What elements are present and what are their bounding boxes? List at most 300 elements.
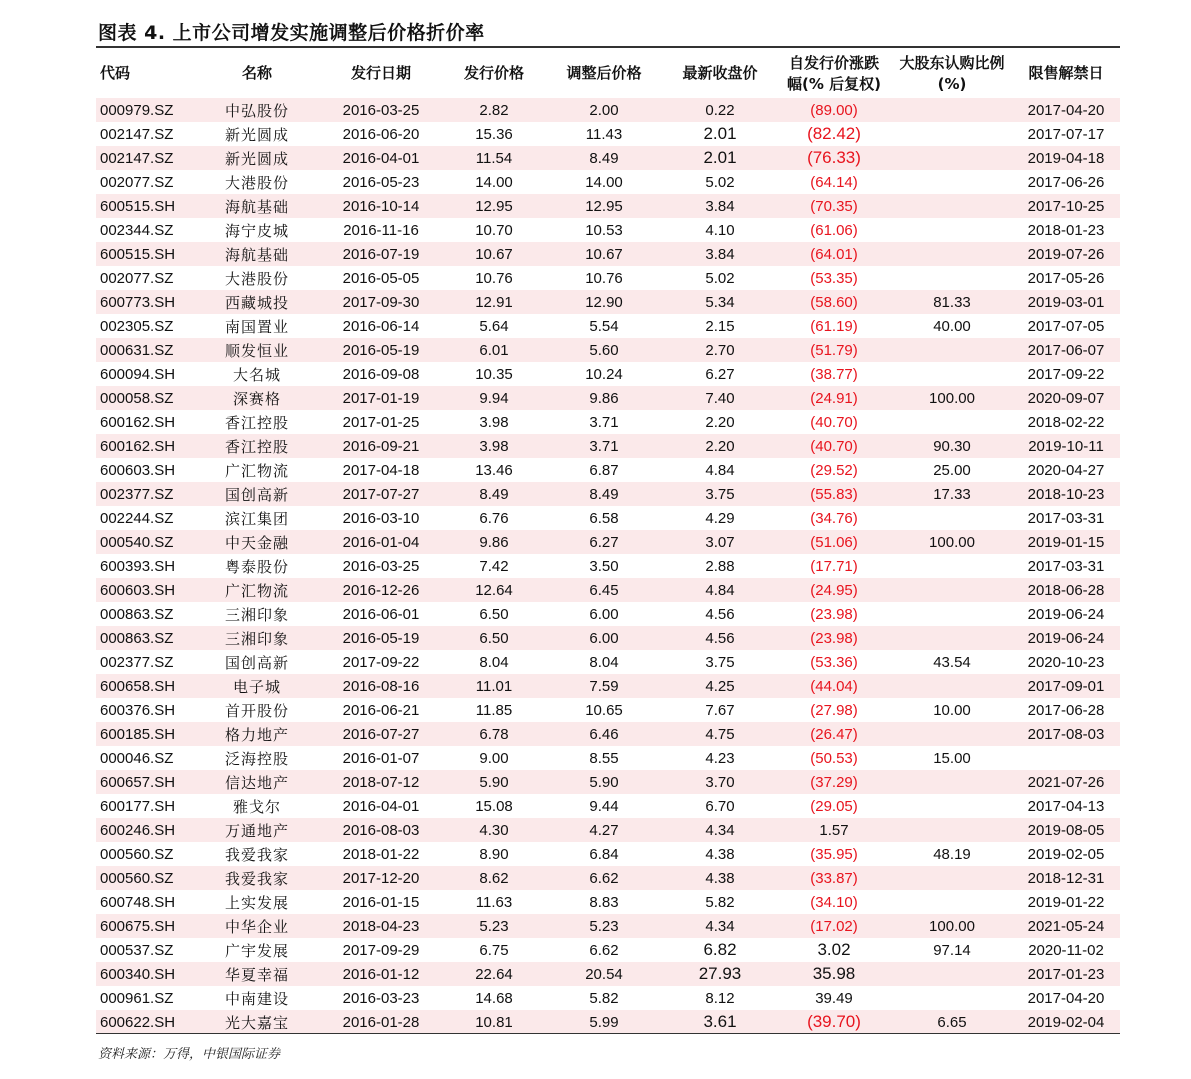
cell-adjusted-price: 8.49	[544, 146, 664, 170]
cell-code: 000979.SZ	[96, 98, 196, 122]
cell-issue-date: 2016-03-25	[318, 98, 444, 122]
cell-name: 雅戈尔	[196, 794, 318, 818]
cell-unlock-date: 2017-10-25	[1012, 194, 1120, 218]
cell-unlock-date: 2017-06-26	[1012, 170, 1120, 194]
cell-unlock-date: 2018-12-31	[1012, 866, 1120, 890]
cell-adjusted-price: 10.24	[544, 362, 664, 386]
cell-unlock-date: 2017-06-28	[1012, 698, 1120, 722]
cell-code: 600748.SH	[96, 890, 196, 914]
cell-unlock-date: 2019-08-05	[1012, 818, 1120, 842]
cell-latest-close: 4.23	[664, 746, 776, 770]
cell-issue-date: 2016-09-21	[318, 434, 444, 458]
cell-issue-price: 15.36	[444, 122, 544, 146]
cell-code: 002377.SZ	[96, 650, 196, 674]
cell-latest-close: 4.34	[664, 914, 776, 938]
cell-latest-close: 3.84	[664, 242, 776, 266]
table-row	[96, 98, 1120, 122]
cell-issue-date: 2017-09-30	[318, 290, 444, 314]
cell-issue-price: 6.01	[444, 338, 544, 362]
cell-major-holder-ratio	[892, 890, 1012, 914]
cell-major-holder-ratio	[892, 362, 1012, 386]
table-row	[96, 170, 1120, 194]
cell-issue-price: 8.90	[444, 842, 544, 866]
cell-unlock-date: 2019-02-05	[1012, 842, 1120, 866]
cell-unlock-date: 2017-06-07	[1012, 338, 1120, 362]
header-change	[776, 49, 892, 98]
cell-name: 电子城	[196, 674, 318, 698]
cell-code: 000560.SZ	[96, 866, 196, 890]
cell-latest-close: 4.38	[664, 842, 776, 866]
cell-change: (17.02)	[776, 914, 892, 938]
cell-major-holder-ratio: 97.14	[892, 938, 1012, 962]
cell-issue-price: 10.76	[444, 266, 544, 290]
table-row	[96, 530, 1120, 554]
cell-latest-close: 2.88	[664, 554, 776, 578]
table-row	[96, 698, 1120, 722]
cell-change: (23.98)	[776, 626, 892, 650]
cell-unlock-date: 2017-04-20	[1012, 986, 1120, 1010]
table-row	[96, 554, 1120, 578]
cell-major-holder-ratio: 100.00	[892, 386, 1012, 410]
cell-unlock-date: 2017-05-26	[1012, 266, 1120, 290]
cell-major-holder-ratio	[892, 962, 1012, 986]
cell-latest-close: 4.56	[664, 602, 776, 626]
cell-code: 600162.SH	[96, 434, 196, 458]
table-row	[96, 218, 1120, 242]
cell-change: (61.19)	[776, 314, 892, 338]
cell-issue-date: 2016-06-01	[318, 602, 444, 626]
cell-issue-date: 2018-07-12	[318, 770, 444, 794]
cell-change: (24.95)	[776, 578, 892, 602]
cell-adjusted-price: 10.76	[544, 266, 664, 290]
cell-change: (61.06)	[776, 218, 892, 242]
cell-adjusted-price: 3.71	[544, 410, 664, 434]
cell-change: (40.70)	[776, 434, 892, 458]
cell-unlock-date: 2017-09-01	[1012, 674, 1120, 698]
cell-issue-date: 2017-07-27	[318, 482, 444, 506]
cell-issue-price: 12.95	[444, 194, 544, 218]
cell-adjusted-price: 8.83	[544, 890, 664, 914]
cell-code: 002377.SZ	[96, 482, 196, 506]
cell-name: 中天金融	[196, 530, 318, 554]
cell-name: 中华企业	[196, 914, 318, 938]
cell-name: 上实发展	[196, 890, 318, 914]
cell-change: 39.49	[776, 986, 892, 1010]
cell-issue-price: 8.04	[444, 650, 544, 674]
cell-name: 海宁皮城	[196, 218, 318, 242]
cell-name: 深赛格	[196, 386, 318, 410]
cell-adjusted-price: 6.84	[544, 842, 664, 866]
cell-major-holder-ratio: 48.19	[892, 842, 1012, 866]
cell-adjusted-price: 6.62	[544, 938, 664, 962]
cell-major-holder-ratio	[892, 242, 1012, 266]
cell-major-holder-ratio	[892, 674, 1012, 698]
cell-name: 泛海控股	[196, 746, 318, 770]
cell-major-holder-ratio	[892, 818, 1012, 842]
cell-adjusted-price: 5.90	[544, 770, 664, 794]
cell-change: (35.95)	[776, 842, 892, 866]
cell-latest-close: 3.75	[664, 650, 776, 674]
cell-adjusted-price: 5.23	[544, 914, 664, 938]
cell-code: 600675.SH	[96, 914, 196, 938]
cell-unlock-date: 2020-04-27	[1012, 458, 1120, 482]
cell-code: 000537.SZ	[96, 938, 196, 962]
cell-unlock-date: 2019-10-11	[1012, 434, 1120, 458]
cell-major-holder-ratio: 100.00	[892, 914, 1012, 938]
cell-name: 广汇物流	[196, 458, 318, 482]
cell-code: 600622.SH	[96, 1010, 196, 1034]
cell-issue-price: 10.67	[444, 242, 544, 266]
cell-latest-close: 4.75	[664, 722, 776, 746]
cell-latest-close: 5.02	[664, 266, 776, 290]
cell-latest-close: 7.67	[664, 698, 776, 722]
cell-unlock-date: 2019-06-24	[1012, 626, 1120, 650]
cell-unlock-date: 2017-07-17	[1012, 122, 1120, 146]
discount-table	[96, 49, 1120, 1034]
cell-latest-close: 8.12	[664, 986, 776, 1010]
cell-change: (39.70)	[776, 1010, 892, 1034]
cell-issue-date: 2018-04-23	[318, 914, 444, 938]
table-row	[96, 890, 1120, 914]
cell-latest-close: 4.25	[664, 674, 776, 698]
cell-adjusted-price: 6.00	[544, 626, 664, 650]
cell-change: (51.06)	[776, 530, 892, 554]
header-latest-close: 最新收盘价	[682, 64, 758, 82]
cell-change: (64.14)	[776, 170, 892, 194]
cell-name: 大名城	[196, 362, 318, 386]
cell-code: 000961.SZ	[96, 986, 196, 1010]
cell-name: 广宇发展	[196, 938, 318, 962]
cell-code: 002147.SZ	[96, 146, 196, 170]
cell-code: 600162.SH	[96, 410, 196, 434]
cell-change: (33.87)	[776, 866, 892, 890]
cell-adjusted-price: 5.82	[544, 986, 664, 1010]
cell-change: (37.29)	[776, 770, 892, 794]
cell-issue-date: 2016-06-21	[318, 698, 444, 722]
cell-issue-date: 2016-04-01	[318, 146, 444, 170]
cell-issue-date: 2018-01-22	[318, 842, 444, 866]
cell-issue-date: 2016-10-14	[318, 194, 444, 218]
cell-name: 香江控股	[196, 434, 318, 458]
cell-code: 600177.SH	[96, 794, 196, 818]
cell-unlock-date	[1012, 746, 1120, 770]
cell-latest-close: 6.70	[664, 794, 776, 818]
cell-name: 华夏幸福	[196, 962, 318, 986]
cell-name: 大港股份	[196, 266, 318, 290]
cell-change: (51.79)	[776, 338, 892, 362]
cell-unlock-date: 2017-08-03	[1012, 722, 1120, 746]
cell-major-holder-ratio	[892, 626, 1012, 650]
cell-unlock-date: 2019-04-18	[1012, 146, 1120, 170]
cell-issue-price: 4.30	[444, 818, 544, 842]
table-row	[96, 794, 1120, 818]
cell-unlock-date: 2018-01-23	[1012, 218, 1120, 242]
table-row	[96, 962, 1120, 986]
cell-change: 1.57	[776, 818, 892, 842]
table-row	[96, 458, 1120, 482]
table-row	[96, 722, 1120, 746]
cell-adjusted-price: 12.95	[544, 194, 664, 218]
cell-unlock-date: 2017-04-20	[1012, 98, 1120, 122]
cell-change: (89.00)	[776, 98, 892, 122]
cell-name: 中南建设	[196, 986, 318, 1010]
cell-major-holder-ratio	[892, 98, 1012, 122]
cell-major-holder-ratio	[892, 554, 1012, 578]
cell-latest-close: 5.34	[664, 290, 776, 314]
cell-issue-date: 2017-04-18	[318, 458, 444, 482]
cell-adjusted-price: 5.54	[544, 314, 664, 338]
cell-unlock-date: 2019-07-26	[1012, 242, 1120, 266]
cell-name: 信达地产	[196, 770, 318, 794]
cell-adjusted-price: 6.87	[544, 458, 664, 482]
cell-code: 600603.SH	[96, 458, 196, 482]
table-row	[96, 746, 1120, 770]
cell-issue-date: 2017-01-19	[318, 386, 444, 410]
cell-change: (50.53)	[776, 746, 892, 770]
cell-unlock-date: 2020-11-02	[1012, 938, 1120, 962]
cell-change: (53.36)	[776, 650, 892, 674]
cell-latest-close: 0.22	[664, 98, 776, 122]
table-row	[96, 914, 1120, 938]
cell-change: (44.04)	[776, 674, 892, 698]
cell-latest-close: 4.56	[664, 626, 776, 650]
cell-latest-close: 3.84	[664, 194, 776, 218]
cell-issue-price: 10.70	[444, 218, 544, 242]
cell-code: 000058.SZ	[96, 386, 196, 410]
cell-latest-close: 5.02	[664, 170, 776, 194]
cell-issue-price: 5.90	[444, 770, 544, 794]
cell-latest-close: 6.82	[664, 938, 776, 962]
cell-code: 000046.SZ	[96, 746, 196, 770]
table-row	[96, 770, 1120, 794]
cell-major-holder-ratio	[892, 410, 1012, 434]
cell-issue-date: 2017-12-20	[318, 866, 444, 890]
cell-name: 广汇物流	[196, 578, 318, 602]
cell-issue-date: 2016-01-07	[318, 746, 444, 770]
cell-issue-price: 8.62	[444, 866, 544, 890]
cell-major-holder-ratio	[892, 770, 1012, 794]
cell-adjusted-price: 3.50	[544, 554, 664, 578]
cell-code: 000540.SZ	[96, 530, 196, 554]
cell-major-holder-ratio: 6.65	[892, 1010, 1012, 1034]
cell-adjusted-price: 5.99	[544, 1010, 664, 1034]
cell-latest-close: 6.27	[664, 362, 776, 386]
cell-change: (23.98)	[776, 602, 892, 626]
cell-issue-price: 15.08	[444, 794, 544, 818]
cell-name: 三湘印象	[196, 602, 318, 626]
cell-name: 西藏城投	[196, 290, 318, 314]
cell-issue-date: 2016-06-14	[318, 314, 444, 338]
cell-adjusted-price: 8.04	[544, 650, 664, 674]
cell-issue-price: 9.94	[444, 386, 544, 410]
cell-latest-close: 3.61	[664, 1010, 776, 1034]
cell-latest-close: 2.01	[664, 122, 776, 146]
cell-change: (53.35)	[776, 266, 892, 290]
cell-unlock-date: 2019-01-22	[1012, 890, 1120, 914]
cell-issue-price: 12.64	[444, 578, 544, 602]
cell-issue-date: 2016-07-19	[318, 242, 444, 266]
cell-code: 000863.SZ	[96, 626, 196, 650]
cell-issue-price: 3.98	[444, 410, 544, 434]
cell-name: 首开股份	[196, 698, 318, 722]
cell-name: 万通地产	[196, 818, 318, 842]
cell-unlock-date: 2018-06-28	[1012, 578, 1120, 602]
cell-name: 滨江集团	[196, 506, 318, 530]
cell-code: 002305.SZ	[96, 314, 196, 338]
table-row	[96, 650, 1120, 674]
cell-change: (17.71)	[776, 554, 892, 578]
cell-issue-price: 9.00	[444, 746, 544, 770]
cell-unlock-date: 2020-10-23	[1012, 650, 1120, 674]
cell-adjusted-price: 6.46	[544, 722, 664, 746]
cell-issue-price: 10.35	[444, 362, 544, 386]
cell-latest-close: 7.40	[664, 386, 776, 410]
cell-issue-price: 6.50	[444, 602, 544, 626]
table-row	[96, 146, 1120, 170]
cell-change: 35.98	[776, 962, 892, 986]
cell-adjusted-price: 6.58	[544, 506, 664, 530]
cell-issue-date: 2017-09-22	[318, 650, 444, 674]
cell-unlock-date: 2019-06-24	[1012, 602, 1120, 626]
cell-major-holder-ratio	[892, 506, 1012, 530]
cell-unlock-date: 2017-01-23	[1012, 962, 1120, 986]
cell-change: (29.52)	[776, 458, 892, 482]
cell-major-holder-ratio	[892, 266, 1012, 290]
cell-unlock-date: 2021-07-26	[1012, 770, 1120, 794]
cell-major-holder-ratio	[892, 866, 1012, 890]
cell-major-holder-ratio: 10.00	[892, 698, 1012, 722]
cell-unlock-date: 2019-02-04	[1012, 1010, 1120, 1034]
cell-name: 粤泰股份	[196, 554, 318, 578]
table-row	[96, 986, 1120, 1010]
cell-issue-price: 2.82	[444, 98, 544, 122]
cell-latest-close: 2.01	[664, 146, 776, 170]
cell-code: 002344.SZ	[96, 218, 196, 242]
cell-change: (29.05)	[776, 794, 892, 818]
cell-latest-close: 27.93	[664, 962, 776, 986]
cell-name: 我爱我家	[196, 866, 318, 890]
cell-name: 中弘股份	[196, 98, 318, 122]
cell-issue-price: 8.49	[444, 482, 544, 506]
cell-code: 600340.SH	[96, 962, 196, 986]
cell-issue-date: 2016-06-20	[318, 122, 444, 146]
cell-unlock-date: 2017-03-31	[1012, 506, 1120, 530]
source-note: 资料来源：万得，中银国际证券	[98, 1047, 281, 1062]
cell-adjusted-price: 7.59	[544, 674, 664, 698]
cell-name: 海航基础	[196, 194, 318, 218]
cell-unlock-date: 2018-10-23	[1012, 482, 1120, 506]
cell-name: 三湘印象	[196, 626, 318, 650]
cell-issue-date: 2016-12-26	[318, 578, 444, 602]
cell-unlock-date: 2017-03-31	[1012, 554, 1120, 578]
cell-code: 600773.SH	[96, 290, 196, 314]
table-row	[96, 434, 1120, 458]
cell-code: 002147.SZ	[96, 122, 196, 146]
cell-change: (76.33)	[776, 146, 892, 170]
cell-issue-price: 5.64	[444, 314, 544, 338]
cell-major-holder-ratio	[892, 986, 1012, 1010]
cell-code: 600657.SH	[96, 770, 196, 794]
cell-major-holder-ratio	[892, 218, 1012, 242]
cell-adjusted-price: 8.49	[544, 482, 664, 506]
cell-name: 新光圆成	[196, 122, 318, 146]
cell-adjusted-price: 2.00	[544, 98, 664, 122]
cell-name: 光大嘉宝	[196, 1010, 318, 1034]
cell-name: 大港股份	[196, 170, 318, 194]
cell-name: 海航基础	[196, 242, 318, 266]
table-row	[96, 194, 1120, 218]
cell-name: 香江控股	[196, 410, 318, 434]
table-row	[96, 626, 1120, 650]
cell-adjusted-price: 11.43	[544, 122, 664, 146]
cell-major-holder-ratio	[892, 170, 1012, 194]
table-row	[96, 122, 1120, 146]
cell-name: 国创高新	[196, 482, 318, 506]
table-row	[96, 362, 1120, 386]
cell-unlock-date: 2021-05-24	[1012, 914, 1120, 938]
table-title: 图表 4. 上市公司增发实施调整后价格折价率	[98, 22, 485, 44]
cell-change: 3.02	[776, 938, 892, 962]
cell-latest-close: 4.10	[664, 218, 776, 242]
bottom-rule	[96, 1033, 1120, 1034]
cell-issue-date: 2016-04-01	[318, 794, 444, 818]
cell-issue-date: 2016-05-05	[318, 266, 444, 290]
cell-latest-close: 4.34	[664, 818, 776, 842]
cell-change: (82.42)	[776, 122, 892, 146]
cell-issue-date: 2017-01-25	[318, 410, 444, 434]
table-row	[96, 482, 1120, 506]
cell-major-holder-ratio	[892, 146, 1012, 170]
header-issue-price: 发行价格	[463, 64, 524, 82]
cell-name: 南国置业	[196, 314, 318, 338]
cell-issue-price: 6.76	[444, 506, 544, 530]
cell-issue-price: 6.75	[444, 938, 544, 962]
cell-issue-date: 2016-03-10	[318, 506, 444, 530]
cell-major-holder-ratio: 43.54	[892, 650, 1012, 674]
table-row	[96, 242, 1120, 266]
cell-unlock-date: 2020-09-07	[1012, 386, 1120, 410]
cell-code: 002077.SZ	[96, 170, 196, 194]
cell-issue-date: 2016-07-27	[318, 722, 444, 746]
cell-major-holder-ratio: 81.33	[892, 290, 1012, 314]
cell-name: 国创高新	[196, 650, 318, 674]
header-code: 代码	[100, 64, 131, 82]
cell-issue-price: 11.63	[444, 890, 544, 914]
table-row	[96, 866, 1120, 890]
table-row	[96, 938, 1120, 962]
cell-code: 600515.SH	[96, 242, 196, 266]
table-row	[96, 842, 1120, 866]
cell-major-holder-ratio	[892, 722, 1012, 746]
cell-code: 000863.SZ	[96, 602, 196, 626]
cell-latest-close: 4.84	[664, 458, 776, 482]
table-row	[96, 1010, 1120, 1034]
table-row	[96, 314, 1120, 338]
cell-issue-price: 5.23	[444, 914, 544, 938]
cell-unlock-date: 2017-04-13	[1012, 794, 1120, 818]
cell-major-holder-ratio	[892, 578, 1012, 602]
cell-major-holder-ratio: 15.00	[892, 746, 1012, 770]
cell-code: 002077.SZ	[96, 266, 196, 290]
cell-issue-price: 7.42	[444, 554, 544, 578]
cell-latest-close: 3.75	[664, 482, 776, 506]
table-row	[96, 602, 1120, 626]
cell-code: 600603.SH	[96, 578, 196, 602]
cell-adjusted-price: 12.90	[544, 290, 664, 314]
cell-latest-close: 2.20	[664, 434, 776, 458]
cell-name: 顺发恒业	[196, 338, 318, 362]
cell-change: (58.60)	[776, 290, 892, 314]
